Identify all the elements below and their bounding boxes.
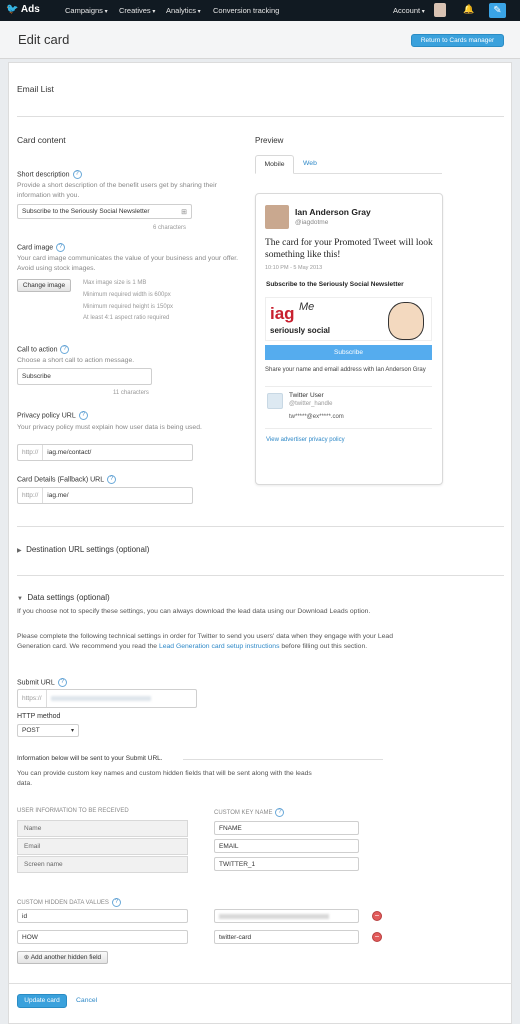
help-icon[interactable]: ? (79, 411, 88, 420)
custom-key-input[interactable] (214, 839, 359, 853)
cancel-link[interactable]: Cancel (76, 997, 98, 1004)
privacy-url-value: iag.me/contact/ (47, 449, 92, 456)
twitter-user-name: Twitter User (289, 392, 324, 399)
card-content-heading: Card content (17, 135, 66, 145)
add-hidden-field-button[interactable] (17, 951, 108, 964)
custom-key-value: EMAIL (219, 842, 239, 850)
page-title: Edit card (18, 32, 70, 47)
hidden-field-value-input[interactable] (214, 930, 359, 944)
advertiser-privacy-link[interactable]: View advertiser privacy policy (266, 437, 345, 443)
masked-email: tw*****@ex*****.com (289, 414, 344, 420)
page-header (0, 21, 520, 59)
short-description-input[interactable] (17, 204, 192, 219)
divider (17, 526, 504, 527)
hidden-field-name: HOW (22, 933, 38, 941)
call-to-action-label: Call to action ? (17, 345, 69, 354)
hidden-field-value-input[interactable] (214, 909, 359, 923)
logo-text: Me (299, 301, 315, 313)
card-image-label: Card image ? (17, 243, 65, 252)
short-description-help: Provide a short description of the benefit users get by sharing their information with you. (17, 182, 217, 199)
user-handle: @iagdotme (295, 219, 329, 226)
url-prefix: http:// (22, 488, 43, 503)
blurred-url (51, 696, 151, 701)
help-icon[interactable]: ? (107, 475, 116, 484)
twitter-user-handle: @twitter_handle (289, 401, 333, 407)
card-title: Subscribe to the Seriously Social Newsletter (266, 281, 404, 288)
tweet-timestamp: 10:10 PM - 5 May 2013 (265, 265, 323, 271)
return-to-cards-manager-button[interactable]: Return to Cards manager (411, 34, 504, 47)
nav-campaigns[interactable]: Campaigns ▾ (65, 6, 108, 15)
tweet-text: The card for your Promoted Tweet will look something like this! (265, 238, 433, 260)
hidden-field-value: twitter-card (219, 933, 252, 941)
hidden-field-name: id (22, 912, 28, 920)
data-settings-toggle[interactable] (17, 593, 110, 602)
image-requirement: Minimum required height is 150px (83, 304, 174, 310)
compose-tweet-icon[interactable]: ✎ (489, 3, 506, 18)
short-description-counter: 6 characters (153, 225, 187, 231)
user-info-row: Name (17, 820, 188, 837)
http-method-value: POST (22, 727, 40, 734)
call-to-action-input[interactable] (17, 368, 152, 385)
privacy-url-input[interactable] (17, 444, 193, 461)
subscribe-cta-button[interactable]: Subscribe (265, 345, 432, 360)
custom-key-input[interactable] (214, 857, 359, 871)
divider (17, 116, 504, 117)
custom-key-value: TWITTER_1 (219, 860, 256, 868)
avatar[interactable] (434, 3, 446, 17)
privacy-url-label: Privacy policy URL ? (17, 411, 88, 420)
custom-key-value: FNAME (219, 824, 242, 832)
help-icon[interactable]: ? (73, 170, 82, 179)
url-prefix: https:// (22, 690, 47, 707)
short-description-value: Subscribe to the Seriously Social Newsletter (22, 208, 150, 215)
info-heading: Information below will be sent to your Submit URL. (17, 755, 163, 762)
user-name: Ian Anderson Gray (295, 207, 371, 217)
call-to-action-counter: 11 characters (113, 390, 149, 396)
chevron-down-icon: ▾ (70, 728, 74, 734)
image-requirement: Minimum required width is 600px (83, 292, 171, 298)
user-info-header: USER INFORMATION TO BE RECEIVED (17, 808, 129, 814)
twitter-ads-logo[interactable]: 🐦 Ads (6, 4, 40, 15)
custom-key-input[interactable] (214, 821, 359, 835)
data-settings-instructions (17, 632, 397, 651)
user-info-row: Email (17, 838, 188, 855)
change-image-button[interactable]: Change image (17, 279, 71, 292)
help-icon[interactable]: ? (56, 243, 65, 252)
caret-right-icon: ▶ (17, 548, 22, 554)
fallback-url-input[interactable] (17, 487, 193, 504)
card-image (265, 297, 432, 341)
update-card-button[interactable]: Update card (17, 994, 67, 1008)
top-nav (0, 0, 520, 21)
fallback-url-value: iag.me/ (47, 492, 69, 499)
nav-creatives[interactable]: Creatives ▾ (119, 6, 155, 15)
tab-mobile[interactable]: Mobile (255, 155, 294, 174)
help-icon[interactable]: ? (112, 898, 121, 907)
user-info-row: Screen name (17, 856, 188, 873)
divider (17, 575, 504, 576)
card-type-title: Email List (17, 84, 54, 94)
help-icon[interactable]: ? (60, 345, 69, 354)
bell-icon[interactable]: 🔔 (463, 4, 475, 14)
divider (8, 983, 512, 984)
data-settings-help: If you choose not to specify these settings, you can always download the lead data using our Download Leads option. (17, 608, 371, 615)
hidden-values-header: CUSTOM HIDDEN DATA VALUES ? (17, 898, 121, 907)
logo-text: seriously social (270, 326, 331, 335)
nav-analytics[interactable]: Analytics ▾ (166, 6, 201, 15)
custom-key-header: CUSTOM KEY NAME ? (214, 808, 284, 817)
plus-circle-icon: ⊕ (23, 954, 30, 961)
instructions-text: Please complete the following technical settings in order for Twitter to send you users' data when they engage with your Lead Generation card. We recommend you read the (17, 633, 393, 650)
hidden-field-name-input[interactable] (17, 930, 188, 944)
http-method-select[interactable] (17, 724, 79, 737)
card-image-help: Your card image communicates the value of your business and your offer. Avoid using stock images. (17, 255, 239, 272)
blurred-value (219, 914, 329, 919)
caret-down-icon: ▼ (17, 596, 23, 602)
emoji-picker-icon[interactable]: ⊞ (181, 208, 187, 216)
image-requirement: At least 4:1 aspect ratio required (83, 315, 170, 321)
divider (265, 428, 432, 429)
logo-text: iag (270, 304, 295, 323)
destination-url-heading: Destination URL settings (optional) (26, 545, 150, 554)
data-settings-heading: Data settings (optional) (27, 593, 110, 602)
remove-field-icon[interactable]: − (372, 911, 382, 921)
http-method-label: HTTP method (17, 713, 61, 720)
profile-avatar (265, 205, 289, 229)
default-avatar-icon (267, 393, 283, 409)
hidden-field-name-input[interactable] (17, 909, 188, 923)
fallback-url-label: Card Details (Fallback) URL ? (17, 475, 116, 484)
nav-account[interactable]: Account ▾ (393, 6, 425, 15)
help-icon[interactable]: ? (58, 678, 67, 687)
divider (183, 759, 383, 760)
tab-web[interactable]: Web (303, 160, 317, 167)
divider (265, 386, 432, 387)
info-help: You can provide custom key names and custom hidden fields that will be sent along with the leads data. (17, 770, 312, 787)
image-requirement: Max image size is 1 MB (83, 280, 147, 286)
instructions-text: before filling out this section. (279, 642, 368, 650)
add-hidden-field-label: Add another hidden field (30, 954, 102, 961)
remove-field-icon[interactable]: − (372, 932, 382, 942)
privacy-url-help: Your privacy policy must explain how user data is being used. (17, 424, 202, 431)
cartoon-face-icon (388, 302, 424, 340)
submit-url-input[interactable] (17, 689, 197, 708)
call-to-action-help: Choose a short call to action message. (17, 357, 135, 364)
call-to-action-value: Subscribe (22, 373, 51, 380)
submit-url-label: Submit URL ? (17, 678, 67, 687)
short-description-label: Short description ? (17, 170, 82, 179)
help-icon[interactable]: ? (275, 808, 284, 817)
nav-conversion-tracking[interactable]: Conversion tracking (213, 6, 280, 15)
share-text: Share your name and email address with Ian Anderson Gray (265, 367, 426, 373)
destination-url-toggle[interactable] (17, 545, 149, 554)
setup-instructions-link[interactable]: Lead Generation card setup instructions (158, 642, 280, 650)
url-prefix: http:// (22, 445, 43, 460)
preview-heading: Preview (255, 136, 284, 145)
brand-label: Ads (20, 4, 40, 15)
